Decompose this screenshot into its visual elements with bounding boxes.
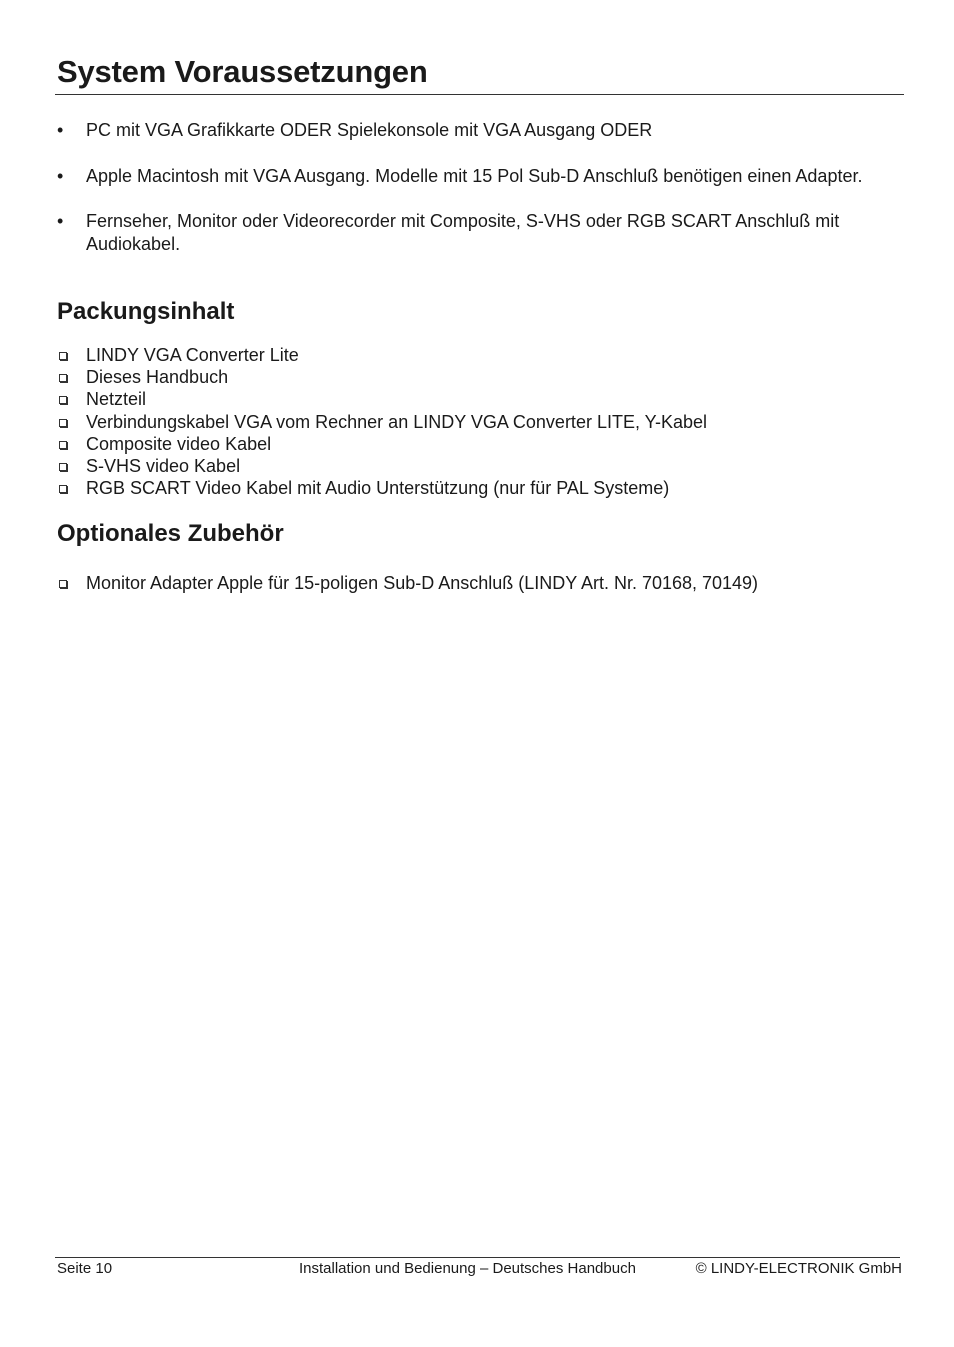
list-item-text: Monitor Adapter Apple für 15-poligen Sub-D Anschluß (LINDY Art. Nr. 70168, 70149) — [86, 573, 759, 593]
checkbox-square-icon — [59, 580, 67, 588]
list-item — [57, 572, 907, 594]
list-item-text: Netzteil — [86, 389, 147, 410]
checkbox-square-icon — [59, 441, 67, 449]
requirements-list — [57, 119, 907, 278]
bullet-icon: • — [57, 165, 64, 186]
page-number: Seite 10 — [57, 1260, 113, 1277]
footer-divider — [55, 1257, 900, 1258]
list-item-text: Apple Macintosh mit VGA Ausgang. Modelle mit 15 Pol Sub-D Anschluß benötigen einen Adapter. — [86, 165, 863, 186]
list-item — [57, 455, 907, 477]
list-item-text: PC mit VGA Grafikkarte ODER Spielekonsole mit VGA Ausgang ODER — [86, 120, 653, 140]
list-item — [57, 165, 907, 188]
list-item — [57, 344, 907, 366]
optional-heading: Optionales Zubehör — [57, 520, 284, 547]
list-item-text: S-VHS video Kabel — [86, 456, 241, 477]
list-item-text: Composite video Kabel — [86, 433, 272, 454]
list-item — [57, 388, 907, 410]
list-item — [57, 119, 907, 142]
list-item-text: Fernseher, Monitor oder Videorecorder mit Composite, S-VHS oder RGB SCART Anschluß mit Audiokabel. — [86, 211, 840, 254]
manual-title: Installation und Bedienung – Deutsches Handbuch — [299, 1260, 636, 1277]
checkbox-square-icon — [59, 419, 67, 427]
copyright-notice: © LINDY-ELECTRONIK GmbH — [695, 1260, 902, 1277]
list-item-text: Verbindungskabel VGA vom Rechner an LINDY VGA Converter LITE, Y-Kabel — [86, 411, 708, 432]
list-item — [57, 210, 907, 255]
title-divider — [55, 94, 904, 95]
package-list — [57, 344, 907, 499]
checkbox-square-icon — [59, 396, 67, 404]
list-item — [57, 411, 907, 433]
list-item-text: RGB SCART Video Kabel mit Audio Unterstützung (nur für PAL Systeme) — [86, 478, 670, 499]
list-item — [57, 366, 907, 388]
checkbox-square-icon — [59, 352, 67, 360]
page-title: System Voraussetzungen — [57, 54, 428, 89]
bullet-icon: • — [57, 211, 64, 231]
checkbox-square-icon — [59, 374, 67, 382]
list-item — [57, 477, 907, 499]
optional-list — [57, 572, 907, 594]
list-item — [57, 433, 907, 455]
checkbox-square-icon — [59, 463, 67, 471]
package-heading: Packungsinhalt — [57, 298, 235, 325]
bullet-icon: • — [57, 120, 64, 140]
list-item-text: Dieses Handbuch — [86, 367, 229, 388]
list-item-text: LINDY VGA Converter Lite — [86, 345, 299, 365]
checkbox-square-icon — [59, 485, 67, 493]
